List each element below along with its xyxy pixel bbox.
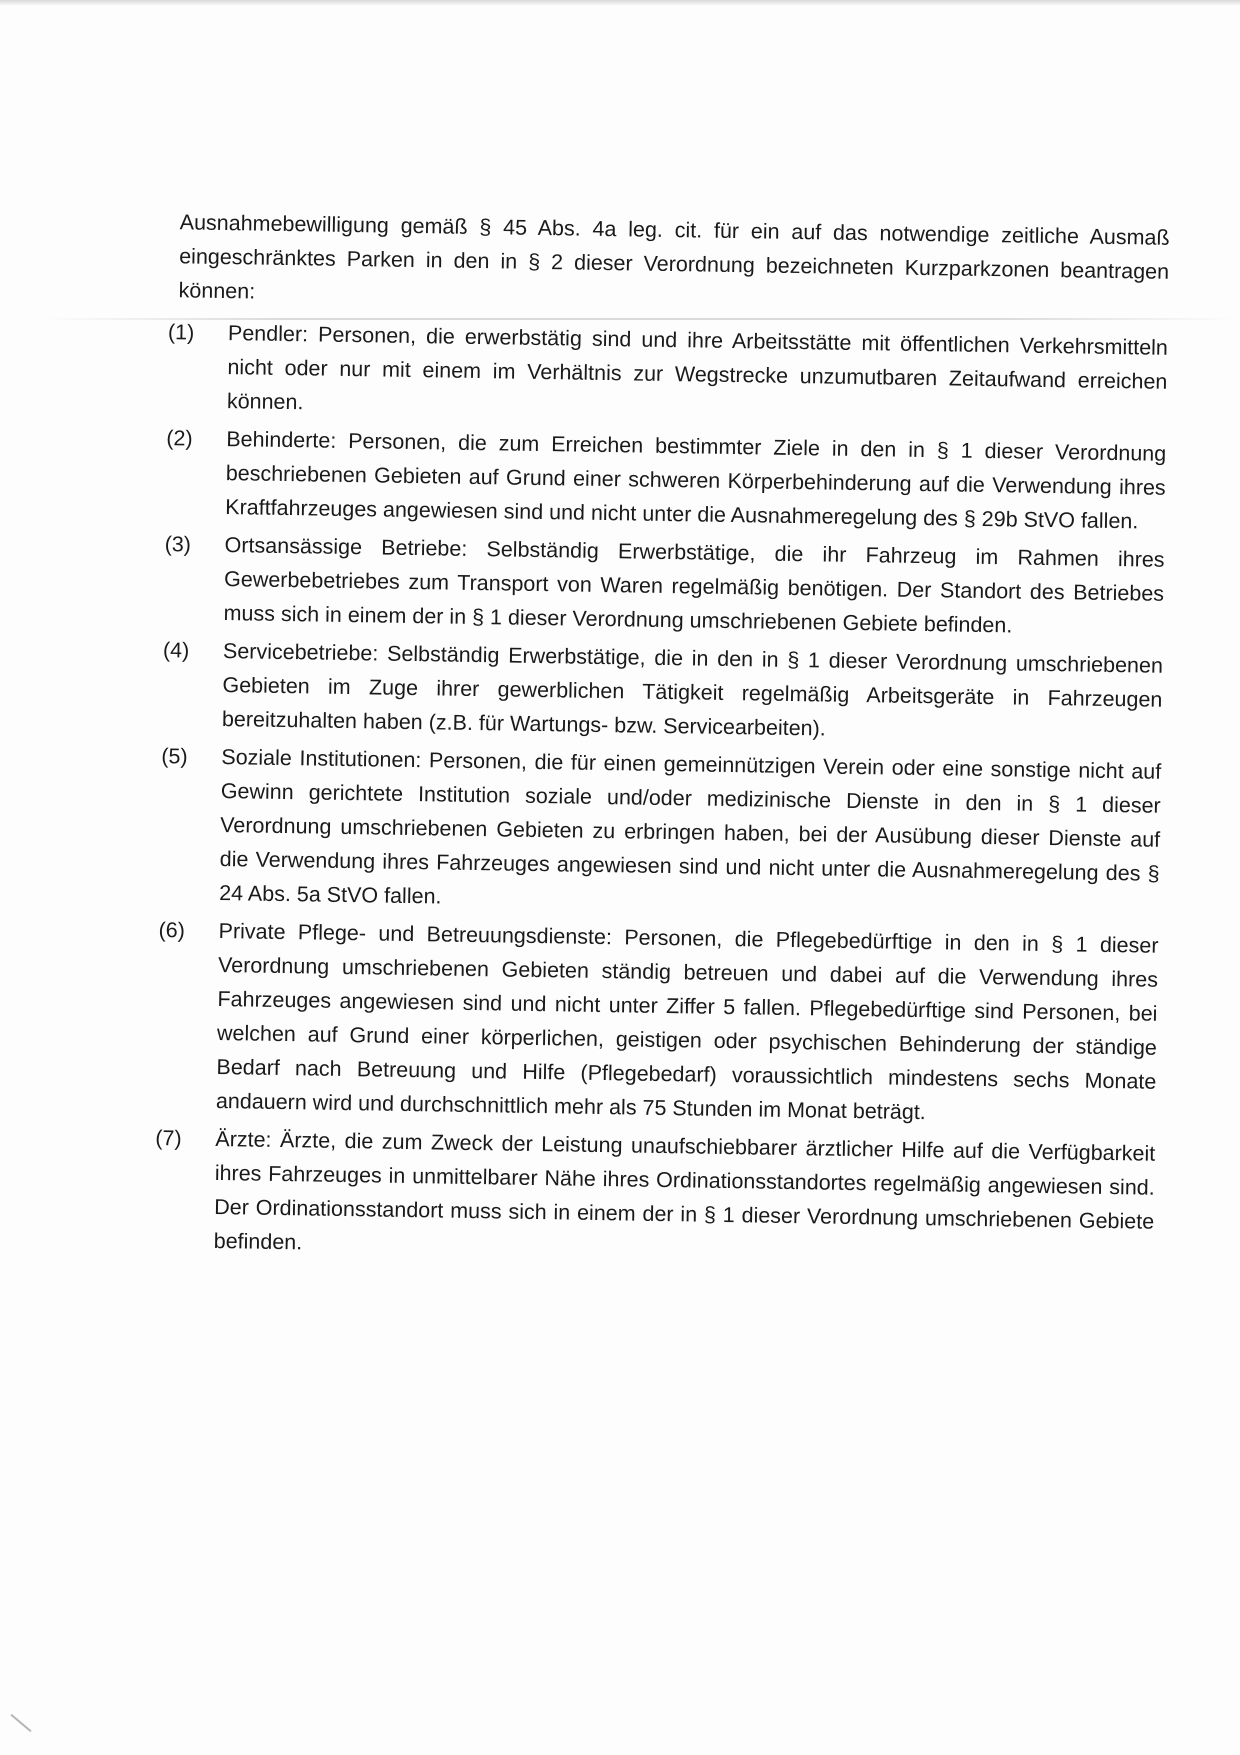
list-item-text: Servicebetriebe: Selbständig Erwerbstätige, die in den in § 1 dieser Verordnung umschriebenen Gebieten im Zuge ihrer gewerblichen Tätigkeit regelmäßig Arbeitsgeräte in Fahrzeugen bereitzuhalten haben (z.B. für Wartungs- bzw. Servicearbeiten). [221,639,1164,741]
list-item-text: Ärzte: Ärzte, die zum Zweck der Leistung unaufschiebbarer ärztlicher Hilfe auf die Verfügbarkeit ihres Fahrzeuges in unmittelbarer Nähe ihres Ordinationsstandortes regelmäßig angewiesen sind. Der Ordinationsstandort muss sich in einem der in § 1 dieser Verordnung umschriebenen Gebiete befinden. [213,1126,1156,1255]
list-item-number: (4) [162,638,190,663]
list-item-3 [153,527,1164,645]
list-item-text: Pendler: Personen, die erwerbstätig sind und ihre Arbeitsstätte mit öffentlichen Verkehrsmitteln nicht oder nur mit einem im Verhältnis zur Wegstrecke unzumutbaren Zeitaufwand erreichen können. [226,321,1169,415]
list-item-text: Behinderte: Personen, die zum Erreichen bestimmter Ziele in den in § 1 dieser Verordnung beschriebenen Gebieten auf Grund einer schweren Körperbehinderung auf die Verwendung ihres Kraftfahrzeuges angewiesen sind und nicht unter die Ausnahmeregelung des § 29b StVO fallen. [225,427,1167,534]
list-item-text: Soziale Institutionen: Personen, die für einen gemeinnützigen Verein oder eine sonstige nicht auf Gewinn gerichtete Institution soziale und/oder medizinische Dienste in den in § 1 dieser Verordnung umschriebenen Gebieten zu erbringen haben, bei der Ausübung dieser Dienste auf die Verwendung ihres Fahrzeuges angewiesen sind und nicht unter die Ausnahmeregelung des § 24 Abs. 5a StVO fallen. [219,745,1162,909]
list-item-number: (2) [166,426,193,451]
intro-paragraph: Ausnahmebewilligung gemäß § 45 Abs. 4a leg. cit. für ein auf das notwendige zeitliche Ausmaß eingeschränktes Parken in den in § 2 dieser Verordnung bezeichneten Kurzparkzonen beantragen können: [178,210,1170,304]
list-item-text: Ortsansässige Betriebe: Selbständig Erwerbstätige, die ihr Fahrzeug im Rahmen ihres Gewerbebetriebes zum Transport von Waren regelmäßig benötigen. Der Standort des Betriebes muss sich in einem der in § 1 dieser Verordnung umschriebenen Gebiete befinden. [223,533,1165,638]
list-item-number: (3) [164,532,192,557]
list-item-number: (5) [161,744,188,769]
list-item-7 [143,1121,1155,1273]
list-item-number: (7) [155,1126,182,1151]
list-item-4 [152,633,1163,751]
list-item-1 [157,315,1168,433]
scan-corner-mark [10,1714,31,1732]
document-body [143,205,1169,1277]
list-item-2 [155,421,1166,539]
list-item-5 [149,739,1162,925]
list-item-6 [146,913,1159,1133]
list-item-number: (1) [167,320,195,345]
list-item-number: (6) [158,918,186,943]
list-item-text: Private Pflege- und Betreuungsdienste: Personen, die Pflegebedürftige in den in § 1 dieser Verordnung umschriebenen Gebieten ständig betreuen und dabei auf die Verwendung ihres Fahrzeuges angewiesen sind und nicht unter Ziffer 5 fallen. Pflegebedürftige sind Personen, bei welchen auf Grund einer körperlichen, geistigen oder psychischen Behinderung der ständige Bedarf nach Betreuung und Hilfe (Pflegebedarf) voraussichtlich mindestens sechs Monate andauern wird und durchschnittlich mehr als 75 Stunden im Monat beträgt. [215,919,1159,1125]
scan-top-edge [0,0,1240,6]
